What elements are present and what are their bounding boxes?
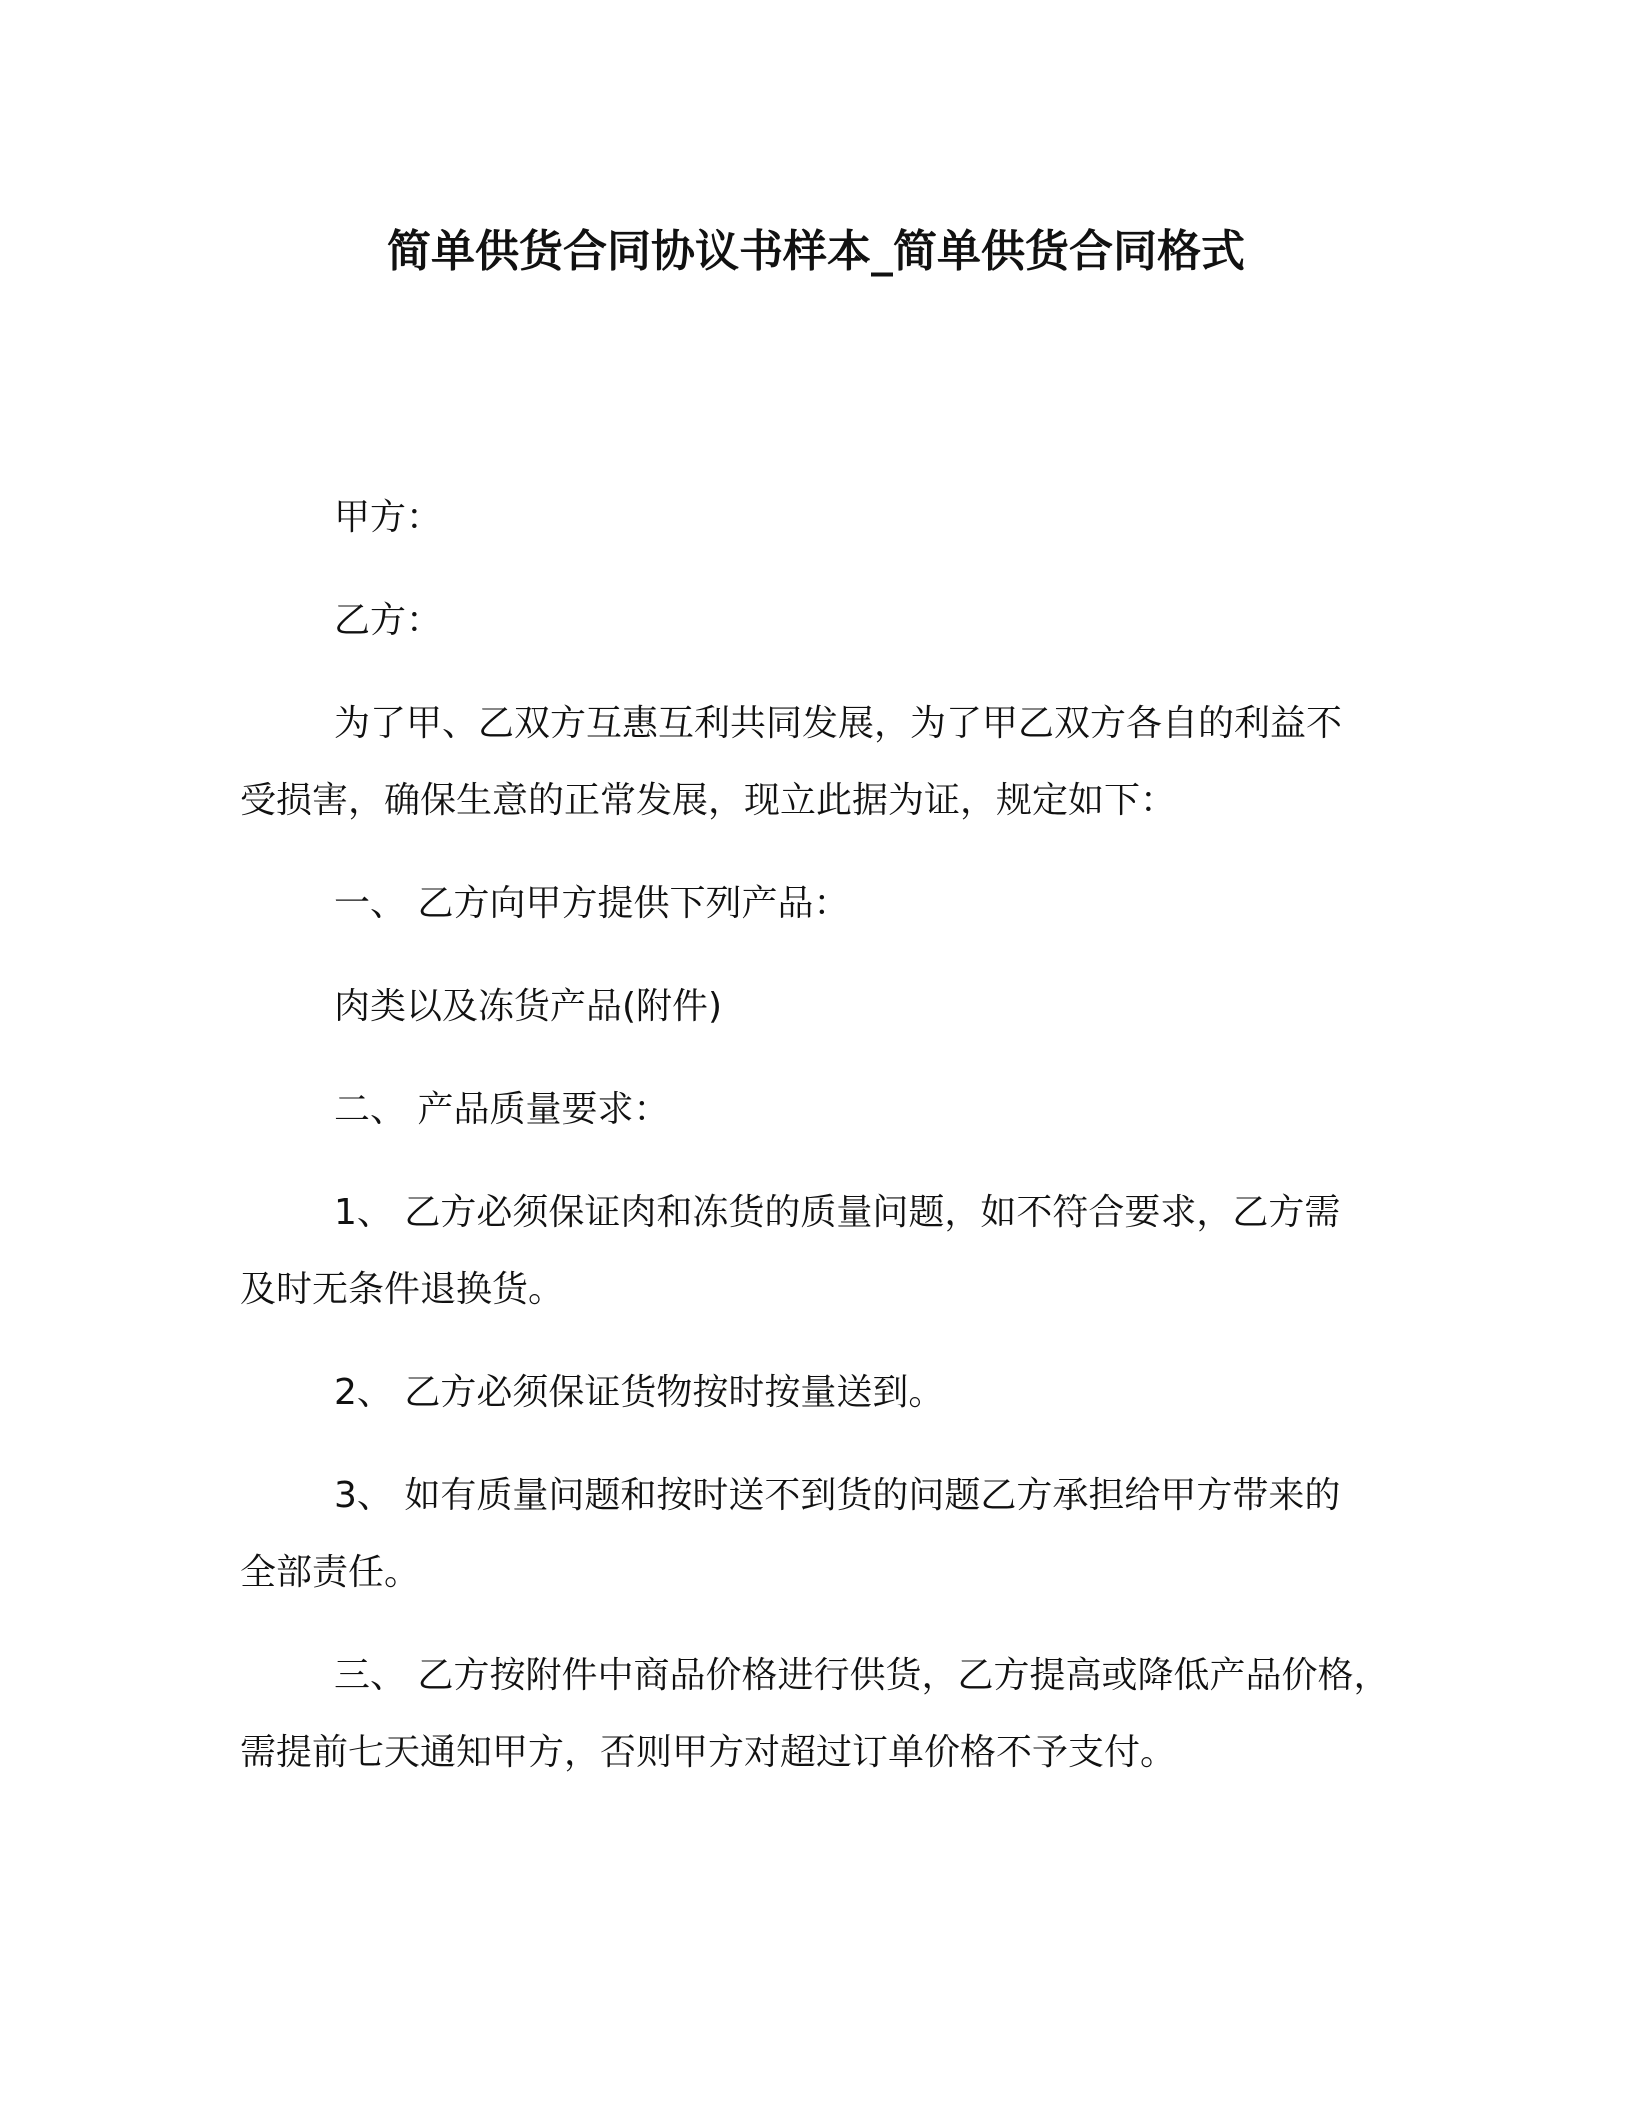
section-1-content: 肉类以及冻货产品(附件) <box>334 986 723 1027</box>
clause-3-line-1: 3、 如有质量问题和按时送不到货的问题乙方承担给甲方带来的 <box>334 1475 1341 1516</box>
preamble-line-2: 受损害，确保生意的正常发展，现立此据为证，规定如下： <box>240 780 1177 821</box>
section-2-heading: 二、 产品质量要求： <box>334 1089 670 1130</box>
party-b-label: 乙方： <box>334 600 443 641</box>
clause-2: 2、 乙方必须保证货物按时按量送到。 <box>334 1372 945 1413</box>
clause-1-line-1: 1、 乙方必须保证肉和冻货的质量问题，如不符合要求，乙方需 <box>334 1192 1341 1233</box>
preamble-line-1: 为了甲、乙双方互惠互利共同发展，为了甲乙双方各自的利益不 <box>334 703 1343 744</box>
document-title: 简单供货合同协议书样本_简单供货合同格式 <box>387 226 1245 277</box>
clause-3-line-2: 全部责任。 <box>240 1552 421 1593</box>
section-1-heading: 一、 乙方向甲方提供下列产品： <box>334 883 850 924</box>
section-3-line-1: 三、 乙方按附件中商品价格进行供货，乙方提高或降低产品价格， <box>334 1655 1390 1696</box>
clause-1-line-2: 及时无条件退换货。 <box>240 1269 565 1310</box>
section-3-line-2: 需提前七天通知甲方，否则甲方对超过订单价格不予支付。 <box>240 1732 1177 1773</box>
party-a-label: 甲方： <box>334 497 443 538</box>
